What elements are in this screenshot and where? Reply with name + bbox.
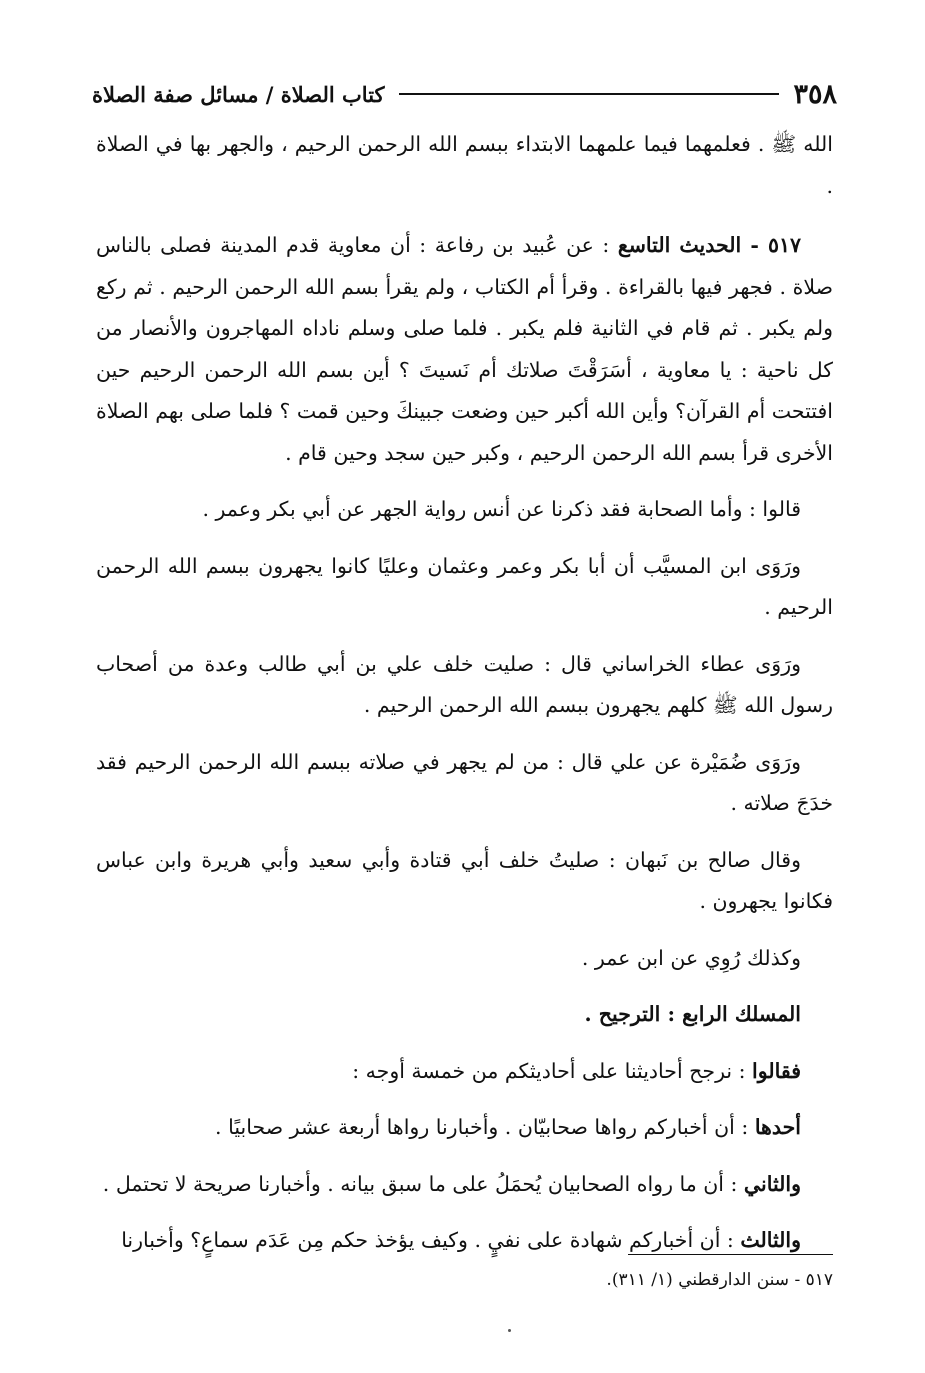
footnote-rule xyxy=(628,1254,833,1255)
paragraph-text: : أن ما رواه الصحابيان يُحمَلُ على ما سبق بيانه . وأخبارنا صريحة لا تحتمل . xyxy=(102,1171,744,1196)
paragraph-text: : أن أخباركم رواها صحابيّان . وأخبارنا رواها أربعة عشر صحابيًا . xyxy=(215,1115,755,1139)
page-number: ٣٥٨ xyxy=(793,78,837,110)
running-title: كتاب الصلاة / مسائل صفة الصلاة xyxy=(92,81,385,107)
paragraph: قالوا : وأما الصحابة فقد ذكرنا عن أنس رواية الجهر عن أبي بكر وعمر . xyxy=(202,497,801,521)
paragraph-text: : أن أخباركم شهادة على نفيٍ . وكيف يؤخذ حكم مِن عَدَم سماعٍ؟ وأخبارنا xyxy=(121,1228,741,1252)
paragraph: ورَوَى عطاء الخراساني قال : صليت خلف علي بن أبي طالب وعدة من أصحاب رسول الله ﷺ كلهم يجهرون ببسم الله الرحمن الرحيم . xyxy=(96,651,833,717)
paragraph xyxy=(96,1107,833,1149)
header-rule xyxy=(399,93,780,95)
paragraph xyxy=(96,1051,833,1093)
hadith-number: ٥١٧ - الحديث التاسع xyxy=(617,233,801,257)
hadith-text: : عن عُبيد بن رفاعة : أن معاوية قدم المدينة فصلى بالناس صلاة . فجهر فيها بالقراءة . وقرأ أم الكتاب ، ولم يقرأ بسم الله الرحمن الرحيم . ثم ركع ولم يكبر . ثم قام في الثانية فلم يكبر . فلما صلى وسلم ناداه المهاجرون والأنصار من كل ناحية : يا معاوية ، أسَرَقْتَ صلاتك أم نَسيتَ ؟ أين بسم الله الرحمن الرحيم حين افتتحت أم القرآن؟ وأين الله أكبر حين وضعت جبينكَ وحين قمت ؟ فلما صلى بهم الصلاة الأخرى قرأ بسم الله الرحمن الرحيم ، وكبر حين سجد وحين قام . xyxy=(96,233,833,465)
paragraph: ورَوَى ابن المسيَّب أن أبا بكر وعمر وعثمان وعليًا كانوا يجهرون ببسم الله الرحمن الرحيم . xyxy=(96,553,833,619)
paragraph: ورَوَى ضُمَيْرة عن علي قال : من لم يجهر في صلاته ببسم الله الرحمن الرحيم فقد خدَجَ صلاته . xyxy=(96,749,833,815)
scan-speck xyxy=(508,1329,511,1332)
paragraph-lead: والثاني xyxy=(743,1171,801,1196)
hadith-paragraph xyxy=(96,225,833,474)
paragraph-continuation: الله ﷺ . فعلمهما فيما علمهما الابتداء ببسم الله الرحمن الرحيم ، والجهر بها في الصلاة . xyxy=(96,132,833,198)
paragraph-lead: والثالث xyxy=(740,1228,801,1252)
footnote: ٥١٧ - سنن الدارقطني (١/ ٣١١). xyxy=(606,1270,833,1290)
section-heading: المسلك الرابع : الترجيح . xyxy=(584,1002,801,1026)
page-body xyxy=(96,124,833,1277)
paragraph-text: : نرجح أحاديثنا على أحاديثكم من خمسة أوجه : xyxy=(352,1058,753,1083)
paragraph: وكذلك رُوِي عن ابن عمر . xyxy=(581,945,801,970)
paragraph-lead: أحدها xyxy=(754,1115,801,1139)
paragraph: وقال صالح بن نَبهان : صليتُ خلف أبي قتادة وأبي سعيد وأبي هريرة وابن عباس فكانوا يجهرون . xyxy=(96,847,833,913)
page-header xyxy=(92,76,837,112)
paragraph-lead: فقالوا xyxy=(752,1058,801,1083)
paragraph xyxy=(96,1164,833,1206)
paragraph xyxy=(96,1220,833,1262)
